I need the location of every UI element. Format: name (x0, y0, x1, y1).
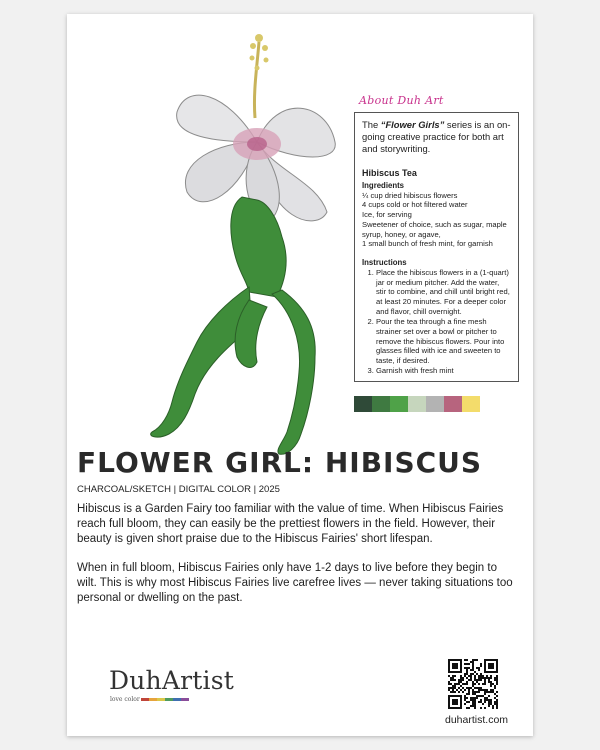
instructions-list (362, 268, 511, 376)
intro-prefix: The (362, 119, 381, 130)
palette-swatch (390, 396, 408, 412)
ingredients-heading: Ingredients (362, 180, 405, 190)
instructions-heading: Instructions (362, 258, 407, 268)
palette-swatch (426, 396, 444, 412)
green-figure (151, 197, 316, 454)
stripe-segment (157, 698, 165, 701)
poster (67, 14, 533, 736)
instruction-step: 2. Pour the tea through a fine mesh strainer set over a bowl or pitcher to remove the hibiscus flowers. Pour into glasses filled with ice and sweeten to taste, if desired. (376, 317, 511, 366)
website-link[interactable]: duhartist.com (445, 714, 509, 726)
about-info-box (354, 112, 519, 382)
ingredient-item: Ice, for serving (362, 210, 412, 220)
instruction-step: 3. Garnish with fresh mint (376, 366, 511, 376)
palette-swatch (372, 396, 390, 412)
palette-swatch (444, 396, 462, 412)
stripe-segment (165, 698, 173, 701)
series-intro (362, 119, 511, 154)
intro-series-name: “Flower Girls” (380, 119, 445, 130)
palette-swatch (408, 396, 426, 412)
ingredient-item: 4 cups cold or hot filtered water (362, 200, 468, 210)
stamen (250, 34, 269, 118)
palette-swatch (462, 396, 480, 412)
ingredient-item: 1 small bunch of fresh mint, for garnish (362, 239, 493, 249)
intro-suffix: series is an on-going creative practice for both art and storywriting. (362, 119, 511, 154)
color-palette (354, 396, 480, 412)
stripe-segment (149, 698, 157, 701)
ingredient-item: ¼ cup dried hibiscus flowers (362, 190, 458, 200)
stripe-segment (181, 698, 189, 701)
palette-swatch (354, 396, 372, 412)
about-heading: About Duh Art (359, 94, 444, 107)
ingredient-item: Sweetener of choice, such as sugar, maple syrup, honey, or agave, (362, 219, 507, 239)
description-paragraph: Hibiscus is a Garden Fairy too familiar with the value of time. When Hibiscus Fairies reach full bloom, they can easily be the prettiest flowers in the field. However, their beauty is given short praise due to the Hibiscus Fairies' short lifespan. (77, 503, 504, 545)
artwork-description (77, 502, 517, 620)
flower-girl-illustration (77, 22, 347, 462)
qr-code-icon[interactable] (448, 659, 498, 709)
ingredients-list (362, 191, 511, 249)
artwork-title: FLOWER GIRL: HIBISCUS (77, 446, 483, 479)
artwork-meta: CHARCOAL/SKETCH | DIGITAL COLOR | 2025 (77, 484, 280, 495)
brand-tagline: love color (110, 696, 140, 703)
instruction-step: 1. Place the hibiscus flowers in a (1-quart) jar or medium pitcher. Add the water, stir to combine, and chill until bright red, at least 20 minutes. For a deeper color and flavor, chill overnight. (376, 268, 511, 317)
brand-color-stripe (141, 698, 189, 701)
stripe-segment (141, 698, 149, 701)
description-paragraph: When in full bloom, Hibiscus Fairies only have 1-2 days to live before they begin to wilt. This is why most Hibiscus Fairies live carefree lives — never taking situations too personal or dwelling on the past. (77, 561, 513, 604)
recipe-title: Hibiscus Tea (362, 168, 417, 179)
stripe-segment (173, 698, 181, 701)
brand-logo: DuhArtist (109, 666, 234, 695)
